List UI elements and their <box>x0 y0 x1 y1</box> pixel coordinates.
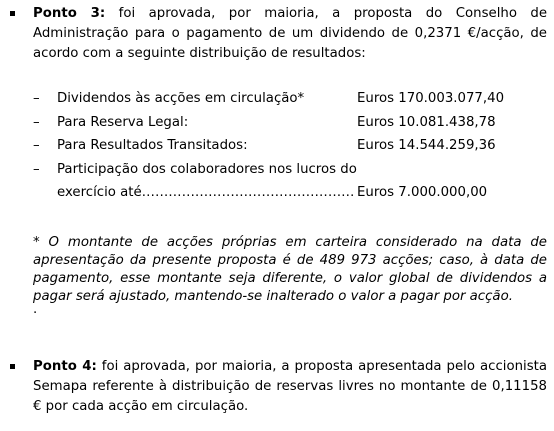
distribution-amount: Euros 10.081.438,78 <box>357 115 496 130</box>
ponto-3-lead: Ponto 3: <box>33 6 106 21</box>
distribution-label: Participação dos colaboradores nos lucros do <box>57 162 357 177</box>
footnote: * O montante de acções próprias em carteira considerado na data de apresentação da presente proposta é de 489 973 acções; caso, à data de pagamento, esse montante seja diferente, o valor global de dividendos a pagar será ajustado, mantendo-se inalterado o valor a pagar por acção. <box>33 235 547 304</box>
bullet-marker <box>10 364 15 369</box>
bullet-marker <box>10 11 15 16</box>
dash-marker: – <box>33 138 40 153</box>
ponto-4-paragraph <box>33 357 547 417</box>
ponto-4-text: foi aprovada, por maioria, a proposta apresentada pelo accionista Semapa referente à distribuição de reservas livres no montante de 0,11158 € por cada acção em circulação. <box>33 359 547 414</box>
distribution-amount: Euros 14.544.259,36 <box>357 138 496 153</box>
distribution-row <box>0 183 554 203</box>
footnote-dot: . <box>33 302 38 317</box>
ponto-3-paragraph <box>33 4 547 64</box>
distribution-row <box>0 113 554 133</box>
distribution-row <box>0 136 554 156</box>
distribution-label: Dividendos às acções em circulação* <box>57 91 305 106</box>
distribution-row <box>0 89 554 109</box>
distribution-row <box>0 160 554 180</box>
dash-marker: – <box>33 115 40 130</box>
distribution-label: exercício até………………………………………… <box>57 185 355 200</box>
ponto-3-text: foi aprovada, por maioria, a proposta do Conselho de Administração para o pagamento de um dividendo de 0,2371 €/acção, de acordo com a seguinte distribuição de resultados: <box>33 6 547 61</box>
dash-marker: – <box>33 91 40 106</box>
distribution-label: Para Resultados Transitados: <box>57 138 248 153</box>
distribution-label: Para Reserva Legal: <box>57 115 189 130</box>
dash-marker: – <box>33 162 40 177</box>
ponto-4-lead: Ponto 4: <box>33 359 97 374</box>
distribution-amount: Euros 170.003.077,40 <box>357 91 505 106</box>
distribution-amount: Euros 7.000.000,00 <box>357 185 488 200</box>
